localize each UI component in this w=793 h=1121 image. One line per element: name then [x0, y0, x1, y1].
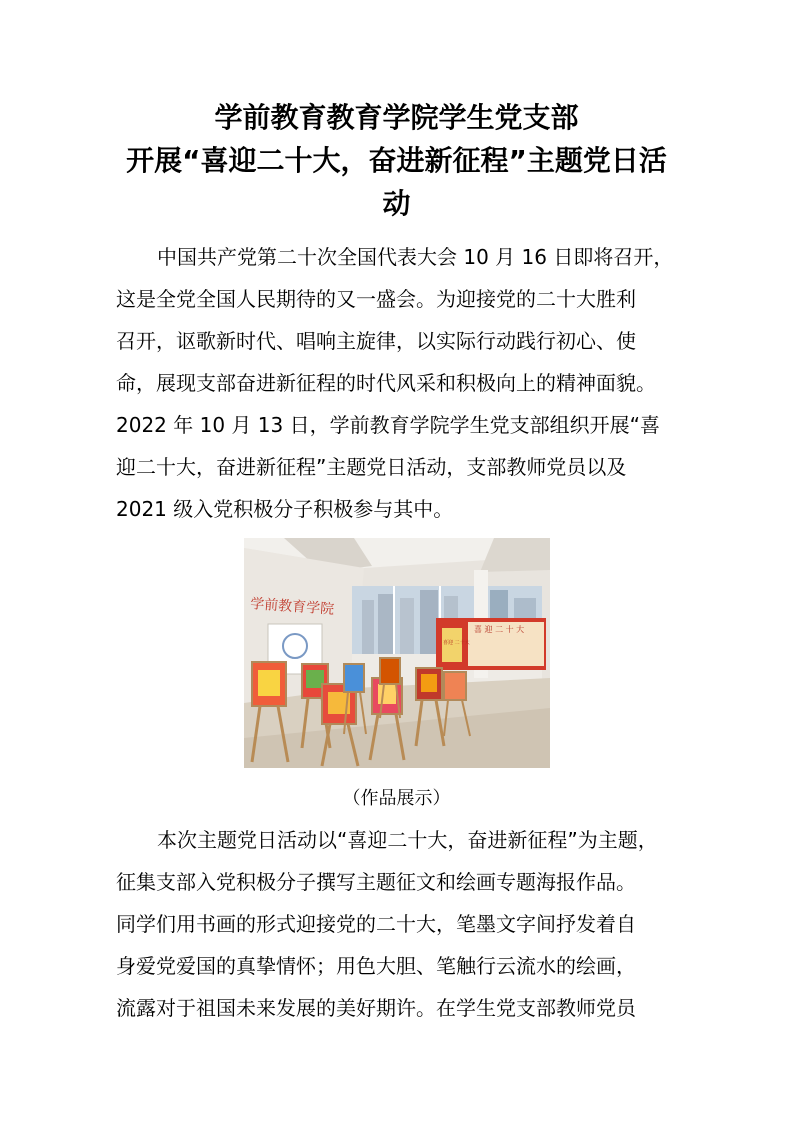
- exhibition-photo: [244, 538, 550, 768]
- paragraph-line: 2021 级入党积极分子积极参与其中。: [116, 497, 454, 521]
- paragraph-line: 身爱党爱国的真挚情怀；用色大胆、笔触行云流水的绘画，: [116, 954, 636, 978]
- photo-caption: （作品展示）: [342, 788, 451, 809]
- paragraph-line: 命，展现支部奋进新征程的时代风采和积极向上的精神面貌。: [116, 371, 656, 395]
- board-heading: 喜 迎 二 十 大: [474, 625, 525, 634]
- paragraph-activity: [116, 819, 690, 1029]
- title-line: 动: [382, 187, 411, 220]
- paragraph-intro: [116, 236, 690, 530]
- paragraph-line: 同学们用书画的形式迎接党的二十大，笔墨文字间抒发着自: [116, 912, 636, 936]
- title-line: 学前教育教育学院学生党支部: [214, 101, 579, 134]
- paragraph-line: 召开，讴歌新时代、唱响主旋律，以实际行动践行初心、使: [116, 329, 636, 353]
- paragraph-line: 征集支部入党积极分子撰写主题征文和绘画专题海报作品。: [116, 870, 636, 894]
- paragraph-line: 本次主题党日活动以“喜迎二十大，奋进新征程”为主题，: [157, 828, 658, 852]
- title-line: 开展“喜迎二十大，奋进新征程”主题党日活: [126, 144, 667, 177]
- paragraph-line: 迎二十大，奋进新征程”主题党日活动，支部教师党员以及: [116, 455, 627, 479]
- paragraph-line: 流露对于祖国未来发展的美好期许。在学生党支部教师党员: [116, 996, 636, 1020]
- board-side-label: 喜迎 二十大: [443, 640, 470, 646]
- paragraph-line: 2022 年 10 月 13 日，学前教育学院学生党支部组织开展“喜: [116, 413, 660, 437]
- document-title: [100, 96, 693, 225]
- wall-sign: 学前教育学院: [249, 596, 335, 618]
- paragraph-line: 这是全党全国人民期待的又一盛会。为迎接党的二十大胜利: [116, 287, 636, 311]
- paragraph-line: 中国共产党第二十次全国代表大会 10 月 16 日即将召开，: [157, 245, 674, 269]
